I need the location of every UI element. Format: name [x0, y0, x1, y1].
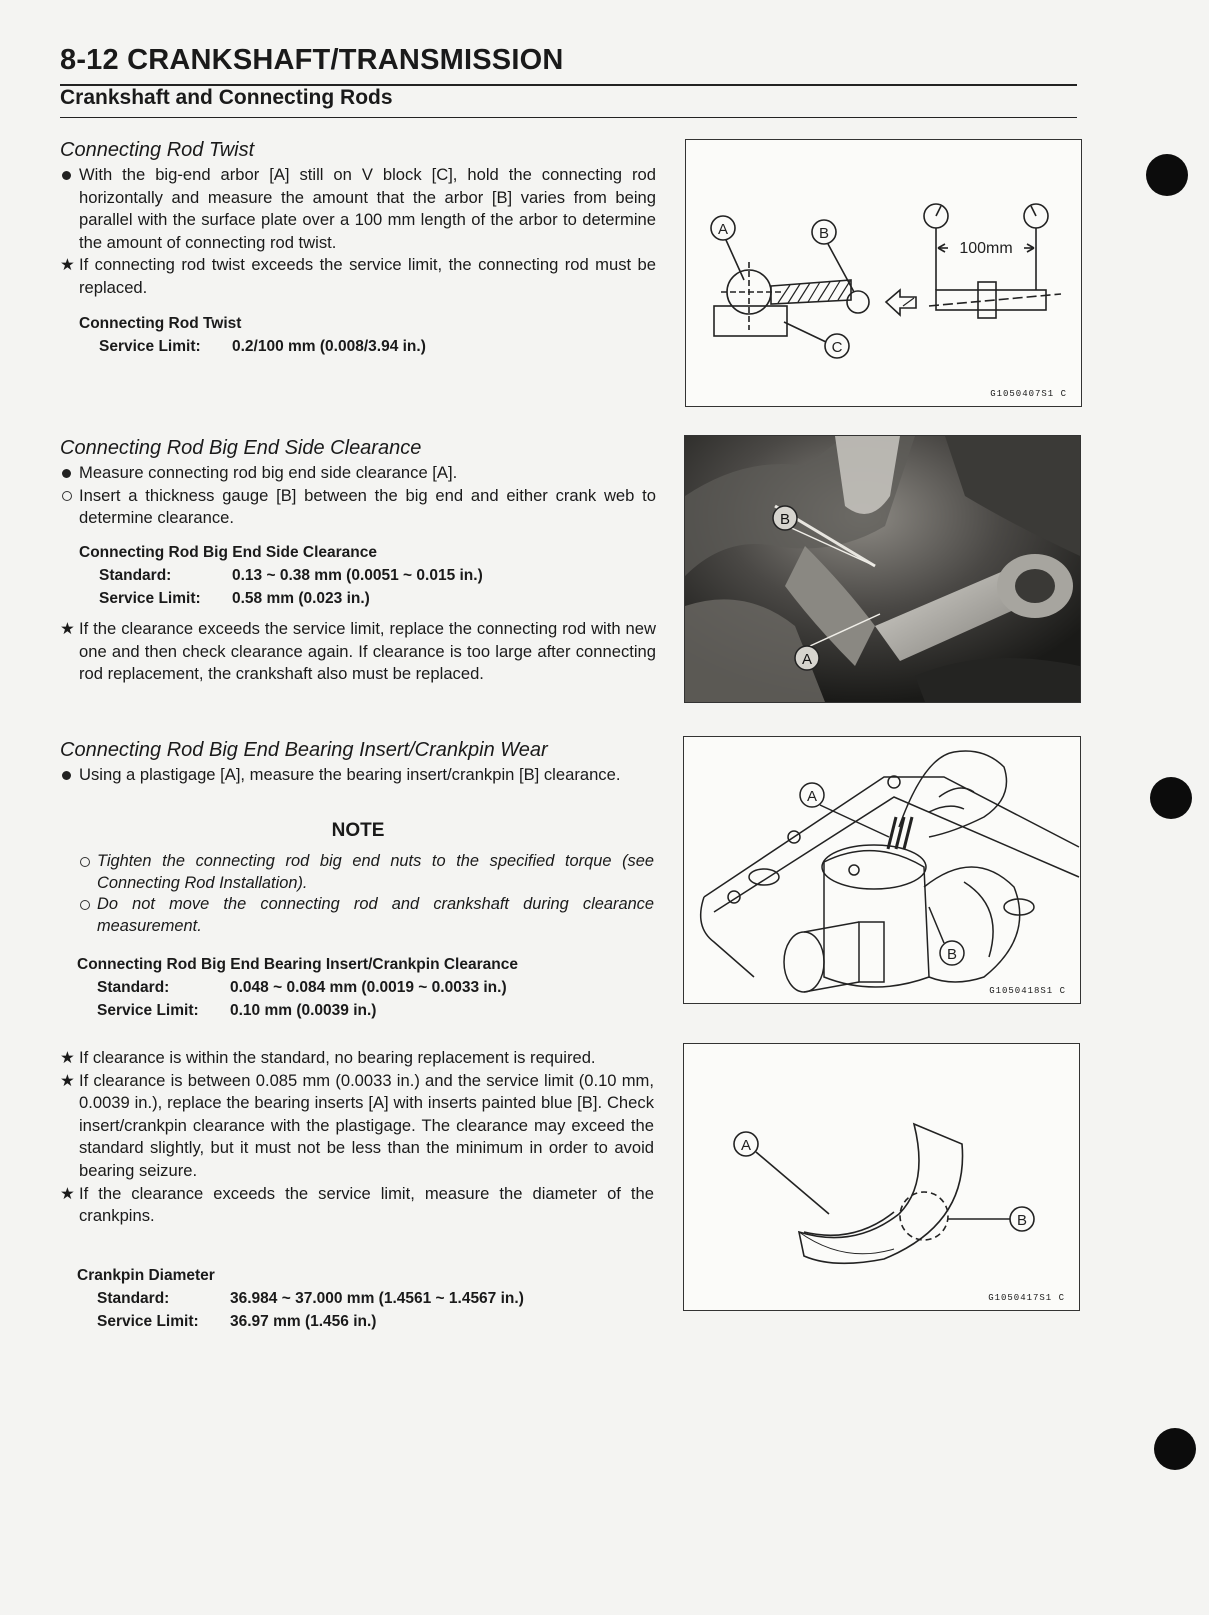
figure-code: G1050418S1 C	[989, 986, 1066, 996]
twist-spec	[79, 312, 426, 358]
spec-value: 0.58 mm (0.023 in.)	[232, 590, 370, 607]
figure-bearing-insert	[683, 1043, 1080, 1311]
circle-bullet	[78, 894, 96, 917]
note-item: Tighten the connecting rod big end nuts to the specified torque (see Connecting Rod Installation).	[78, 851, 654, 894]
spec-label: Service Limit:	[97, 1002, 199, 1019]
rod-twist-diagram	[686, 140, 1081, 406]
circle-bullet	[60, 485, 78, 508]
bullet-item: With the big-end arbor [A] still on V block [C], hold the connecting rod horizontally and measure the amount that the arbor [B] varies from being parallel with the surface plate over a 100 mm length of the arbor to determine the amount of connecting rod twist.	[60, 164, 656, 254]
spec-label: Standard:	[97, 1290, 170, 1307]
crankpin-diameter-spec	[77, 1264, 524, 1333]
callout-a: A	[717, 221, 729, 238]
side-clearance-photo	[685, 436, 1080, 702]
chapter-title: 8-12 CRANKSHAFT/TRANSMISSION	[60, 44, 564, 76]
bearing-wear-body	[60, 764, 656, 787]
spec-title: Connecting Rod Big End Side Clearance	[79, 544, 377, 561]
spec-title: Connecting Rod Big End Bearing Insert/Crankpin Clearance	[77, 956, 518, 973]
figure-code: G1050417S1 C	[988, 1293, 1065, 1303]
star-item: ★ If clearance is within the standard, no bearing replacement is required.	[60, 1047, 654, 1070]
bearing-wear-actions	[60, 1047, 654, 1228]
callout-b: B	[818, 225, 830, 242]
star-icon: ★	[60, 255, 75, 275]
dimension-label: 100mm	[959, 240, 1013, 257]
callout-a: A	[806, 788, 818, 805]
section-title: Crankshaft and Connecting Rods	[60, 86, 393, 109]
spec-value: 36.984 ~ 37.000 mm (1.4561 ~ 1.4567 in.)	[230, 1290, 524, 1307]
side-clearance-body	[60, 462, 656, 530]
spec-value: 0.2/100 mm (0.008/3.94 in.)	[232, 338, 426, 355]
bullet-dot	[60, 462, 78, 485]
spec-value: 0.13 ~ 0.38 mm (0.0051 ~ 0.015 in.)	[232, 567, 483, 584]
v-block	[714, 306, 787, 336]
callout-c: C	[831, 339, 843, 356]
callout-a: A	[740, 1137, 752, 1154]
side-clearance-heading: Connecting Rod Big End Side Clearance	[60, 437, 422, 459]
circle-bullet	[78, 851, 96, 874]
spec-label: Standard:	[99, 567, 172, 584]
callout-b: B	[779, 511, 791, 528]
twist-heading: Connecting Rod Twist	[60, 139, 255, 161]
bullet-dot	[60, 764, 78, 787]
twist-body	[60, 164, 656, 300]
binder-hole-bottom	[1154, 1428, 1196, 1470]
figure-code: G1050407S1 C	[990, 389, 1067, 399]
spec-value: 0.10 mm (0.0039 in.)	[230, 1002, 377, 1019]
spec-label: Service Limit:	[99, 590, 201, 607]
bearing-clearance-spec	[77, 953, 518, 1022]
bearing-wear-heading: Connecting Rod Big End Bearing Insert/Crankpin Wear	[60, 739, 548, 761]
spec-title: Crankpin Diameter	[77, 1267, 215, 1284]
callout-a: A	[801, 651, 813, 668]
star-icon: ★	[60, 1183, 75, 1203]
bullet-item: Using a plastigage [A], measure the bearing insert/crankpin [B] clearance.	[60, 764, 656, 787]
figure-side-clearance-photo	[684, 435, 1081, 703]
figure-rod-twist	[685, 139, 1082, 407]
star-item: ★ If the clearance exceeds the service limit, replace the connecting rod with new one and then check clearance again. If clearance is too large after connecting rod replacement, the crankshaft also must be replaced.	[60, 619, 656, 684]
spec-label: Service Limit:	[99, 338, 201, 355]
figure-plastigage	[683, 736, 1081, 1004]
star-item: ★ If connecting rod twist exceeds the service limit, the connecting rod must be replaced.	[60, 255, 656, 297]
star-item: ★ If the clearance exceeds the service limit, measure the diameter of the crankpins.	[60, 1183, 654, 1226]
bearing-insert-diagram	[684, 1044, 1079, 1310]
callout-b: B	[1016, 1212, 1028, 1229]
binder-hole-middle	[1150, 777, 1192, 819]
section-rule	[60, 117, 1077, 118]
star-icon: ★	[60, 1048, 75, 1067]
binder-hole-top	[1146, 154, 1188, 196]
spec-value: 36.97 mm (1.456 in.)	[230, 1313, 377, 1330]
bullet-item: Measure connecting rod big end side clearance [A].	[60, 462, 656, 485]
note-body	[78, 851, 654, 938]
spec-value: 0.048 ~ 0.084 mm (0.0019 ~ 0.0033 in.)	[230, 979, 507, 996]
callout-b: B	[946, 946, 958, 963]
note-item: Do not move the connecting rod and crankshaft during clearance measurement.	[78, 894, 654, 937]
side-clearance-spec	[79, 541, 483, 610]
star-icon: ★	[60, 619, 75, 638]
star-icon: ★	[60, 1070, 75, 1090]
spec-label: Service Limit:	[97, 1313, 199, 1330]
spec-label: Standard:	[97, 979, 170, 996]
side-clearance-action	[60, 618, 656, 686]
star-item: ★ If clearance is between 0.085 mm (0.0033 in.) and the service limit (0.10 mm, 0.0039 in.), replace the bearing inserts [A] with inserts painted blue [B]. Check insert/crankpin clearance with the plastigage. The clearance may exceed the standard slightly, but it must not be less than the minimum in order to avoid bearing seizure.	[60, 1070, 654, 1180]
note-heading: NOTE	[331, 820, 385, 841]
circle-item: Insert a thickness gauge [B] between the big end and either crank web to determine clearance.	[60, 485, 656, 530]
plastigage-diagram	[684, 737, 1080, 1003]
spec-title: Connecting Rod Twist	[79, 315, 242, 332]
bullet-dot	[60, 164, 78, 187]
